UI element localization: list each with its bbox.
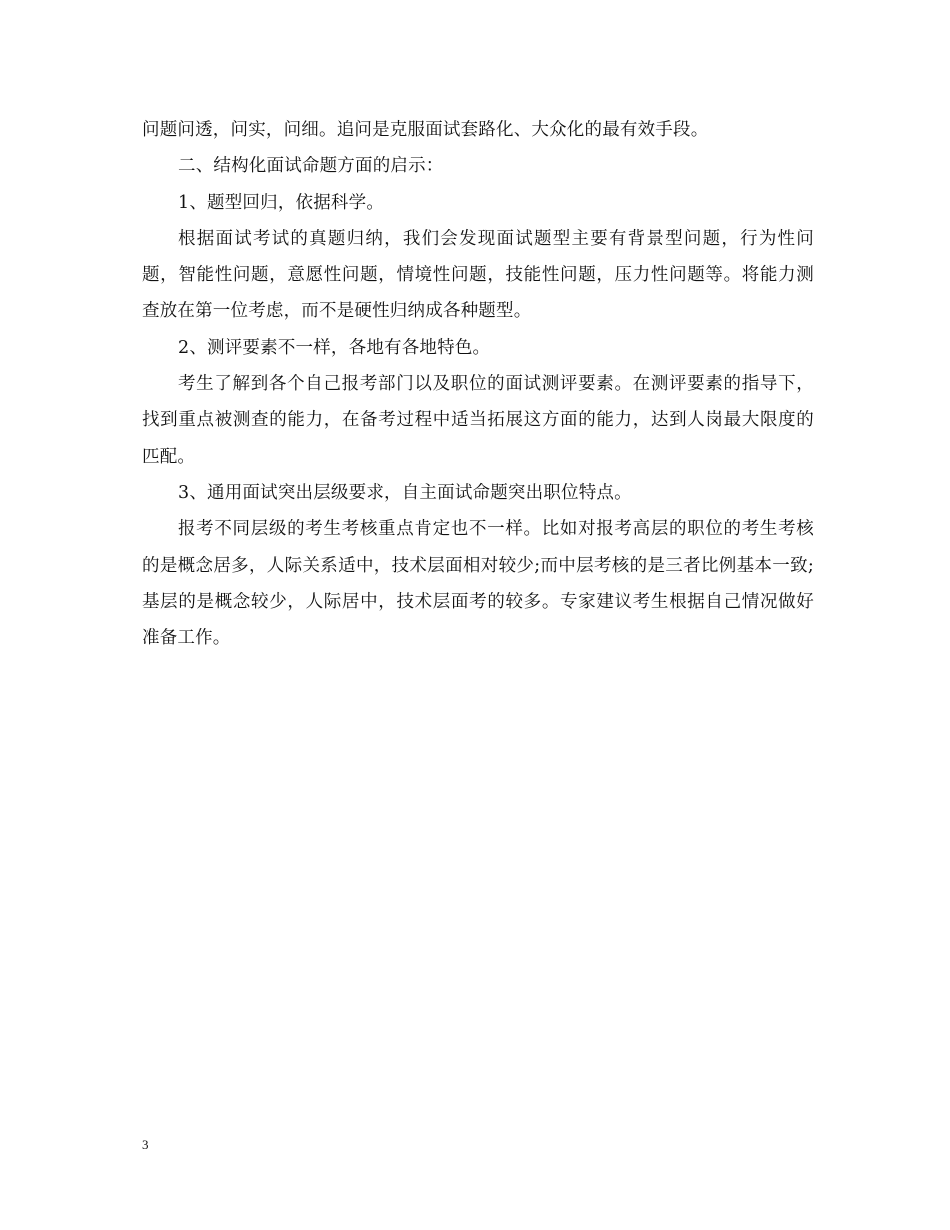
- subheading: 2、测评要素不一样，各地有各地特色。: [178, 337, 491, 358]
- subheading: 3、通用面试突出层级要求，自主面试命题突出职位特点。: [178, 482, 632, 503]
- paragraph: 根据面试考试的真题归纳，我们会发现面试题型主要有背景型问题，行为性问题，智能性问题，意愿性问题，情境性问题，技能性问题，压力性问题等。将能力测查放在第一位考虑，而不是硬性归纳成各种题型。: [142, 228, 814, 322]
- document-body: [142, 112, 814, 656]
- section-heading: 二、结构化面试命题方面的启示：: [178, 156, 444, 177]
- page-number: 3: [142, 1137, 149, 1152]
- paragraph: 问题问透，问实，问细。追问是克服面试套路化、大众化的最有效手段。: [142, 120, 709, 140]
- paragraph: 考生了解到各个自己报考部门以及职位的面试测评要素。在测评要素的指导下，找到重点被测查的能力，在备考过程中适当拓展这方面的能力，达到人岗最大限度的匹配。: [142, 374, 814, 467]
- subheading: 1、题型回归，依据科学。: [178, 192, 385, 213]
- paragraph: 报考不同层级的考生考核重点肯定也不一样。比如对报考高层的职位的考生考核的是概念居多，人际关系适中，技术层面相对较少;而中层考核的是三者比例基本一致;基层的是概念较少，人际居中，技术层面考的较多。专家建议考生根据自己情况做好准备工作。: [142, 519, 814, 649]
